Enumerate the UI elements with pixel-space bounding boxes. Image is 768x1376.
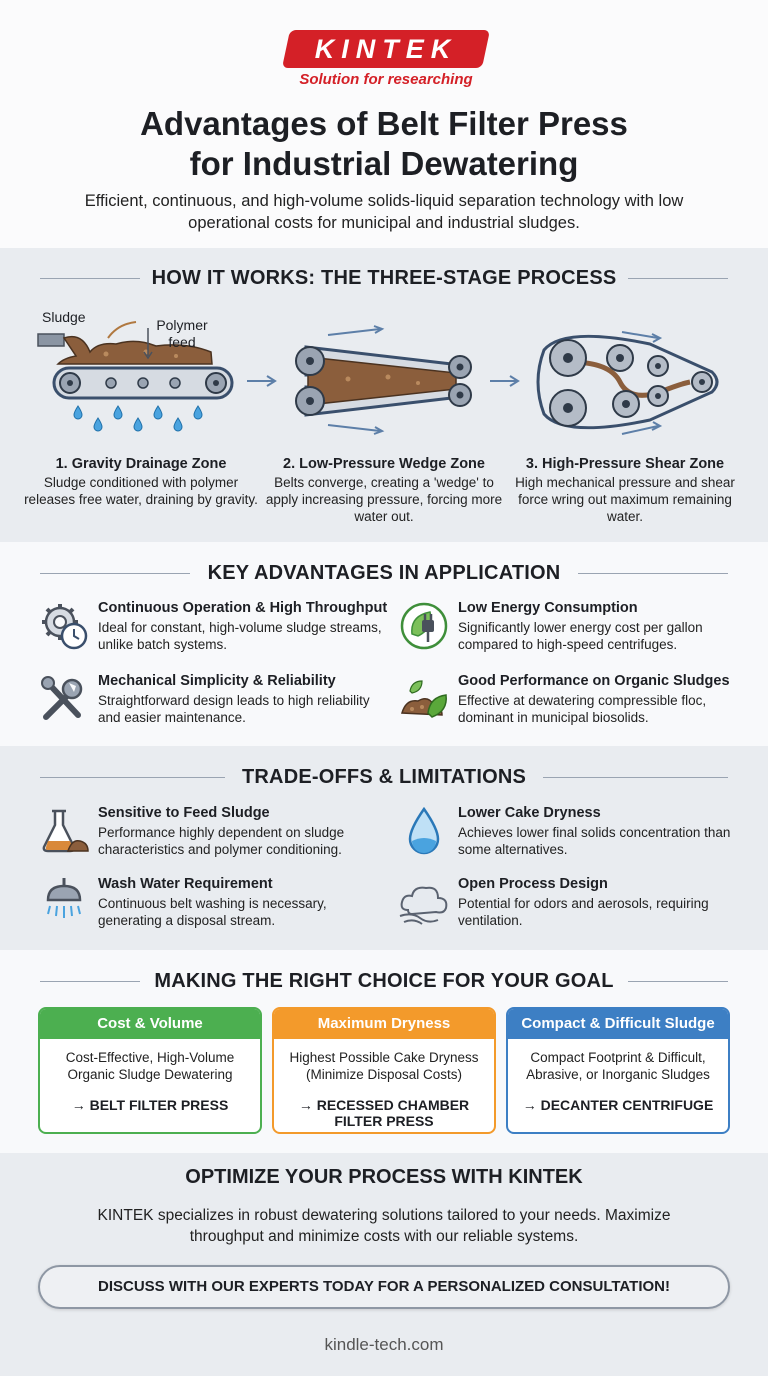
how-it-works-heading: HOW IT WORKS: THE THREE-STAGE PROCESS xyxy=(151,267,617,289)
limitation-title: Lower Cake Dryness xyxy=(458,805,601,821)
limitations-heading: TRADE-OFFS & LIMITATIONS xyxy=(241,766,527,788)
advantages-heading: KEY ADVANTAGES IN APPLICATION xyxy=(207,562,561,584)
cta-description: KINTEK specializes in robust dewatering solutions tailored to your needs. Maximize throughput and minimize costs with our reliable systems. xyxy=(97,1207,671,1245)
limitation-desc: Potential for odors and aerosols, requiring ventilation. xyxy=(458,896,709,928)
website-link[interactable]: kindle-tech.com xyxy=(324,1335,444,1354)
card-header: Maximum Dryness xyxy=(274,1009,494,1039)
limitation-desc: Achieves lower final solids concentration than some alternatives. xyxy=(458,825,731,857)
card-recommendation: → BELT FILTER PRESS xyxy=(71,1097,229,1113)
advantage-title: Low Energy Consumption xyxy=(458,600,638,616)
flow-arrow-icon xyxy=(488,374,522,388)
polymer-feed-label: Polymer feed xyxy=(156,317,208,350)
wrench-tools-icon xyxy=(38,673,90,725)
stage-2-name: 2. Low-Pressure Wedge Zone xyxy=(283,456,485,472)
card-header: Compact & Difficult Sludge xyxy=(508,1009,728,1039)
advantage-title: Good Performance on Organic Sludges xyxy=(458,673,730,689)
advantage-title: Mechanical Simplicity & Reliability xyxy=(98,673,336,689)
page-subtitle: Efficient, continuous, and high-volume solids-liquid separation technology with low operational costs for municipal and industrial sludges. xyxy=(84,192,684,232)
card-goal: Cost-Effective, High-Volume Organic Sludge Dewatering xyxy=(65,1050,235,1082)
stage-3-desc: High mechanical pressure and shear force wring out maximum remaining water. xyxy=(515,475,735,524)
gear-clock-icon xyxy=(38,600,90,652)
limitation-desc: Performance highly dependent on sludge characteristics and polymer conditioning. xyxy=(98,825,345,857)
limitation-title: Wash Water Requirement xyxy=(98,876,273,892)
wedge-zone-diagram xyxy=(288,325,483,435)
kintek-logo[interactable] xyxy=(280,26,492,90)
choice-heading: MAKING THE RIGHT CHOICE FOR YOUR GOAL xyxy=(154,970,614,992)
card-goal: Compact Footprint & Difficult, Abrasive, or Inorganic Sludges xyxy=(526,1050,710,1082)
choice-card-maximum-dryness[interactable] xyxy=(272,1007,496,1134)
logo-tagline: Solution for researching xyxy=(299,71,473,88)
advantage-desc: Significantly lower energy cost per gallon compared to high-speed centrifuges. xyxy=(458,620,703,652)
choice-card-cost-volume[interactable] xyxy=(38,1007,262,1134)
title-line-2: for Industrial Dewatering xyxy=(189,145,579,182)
stage-1-desc: Sludge conditioned with polymer releases free water, draining by gravity. xyxy=(24,475,258,507)
stage-2-desc: Belts converge, creating a 'wedge' to apply increasing pressure, forcing more water out. xyxy=(265,475,503,524)
card-header: Cost & Volume xyxy=(40,1009,260,1039)
limitation-title: Open Process Design xyxy=(458,876,608,892)
header xyxy=(0,0,768,248)
page-title xyxy=(0,104,768,184)
advantage-desc: Ideal for constant, high-volume sludge streams, unlike batch systems. xyxy=(98,620,382,652)
choice-card-compact-difficult[interactable] xyxy=(506,1007,730,1134)
vapor-cloud-icon xyxy=(398,876,450,928)
card-goal: Highest Possible Cake Dryness (Minimize Disposal Costs) xyxy=(289,1050,479,1082)
card-recommendation: → RECESSED CHAMBER FILTER PRESS xyxy=(298,1097,470,1129)
consultation-button[interactable]: DISCUSS WITH OUR EXPERTS TODAY FOR A PERSONALIZED CONSULTATION! xyxy=(38,1265,730,1309)
eco-plug-icon xyxy=(398,600,450,652)
water-drop-icon xyxy=(398,805,450,857)
cta-title: OPTIMIZE YOUR PROCESS WITH KINTEK xyxy=(185,1166,583,1188)
title-line-1: Advantages of Belt Filter Press xyxy=(140,105,628,142)
flow-arrow-icon xyxy=(245,374,279,388)
logo-name: KINTEK xyxy=(314,34,458,64)
sludge-label: Sludge xyxy=(42,309,86,325)
shear-zone-diagram xyxy=(530,322,725,442)
stage-1-name: 1. Gravity Drainage Zone xyxy=(55,456,227,472)
advantage-desc: Effective at dewatering compressible floc, dominant in municipal biosolids. xyxy=(458,693,707,725)
advantage-title: Continuous Operation & High Throughput xyxy=(98,600,388,616)
flask-icon xyxy=(38,805,90,857)
limitation-title: Sensitive to Feed Sludge xyxy=(98,805,270,821)
shower-head-icon xyxy=(38,876,90,928)
organic-sludge-icon xyxy=(398,673,450,725)
limitation-desc: Continuous belt washing is necessary, generating a disposal stream. xyxy=(98,896,327,928)
advantage-desc: Straightforward design leads to high reliability and easier maintenance. xyxy=(98,693,370,725)
stage-3-name: 3. High-Pressure Shear Zone xyxy=(525,456,725,472)
card-recommendation: → DECANTER CENTRIFUGE xyxy=(522,1097,714,1113)
